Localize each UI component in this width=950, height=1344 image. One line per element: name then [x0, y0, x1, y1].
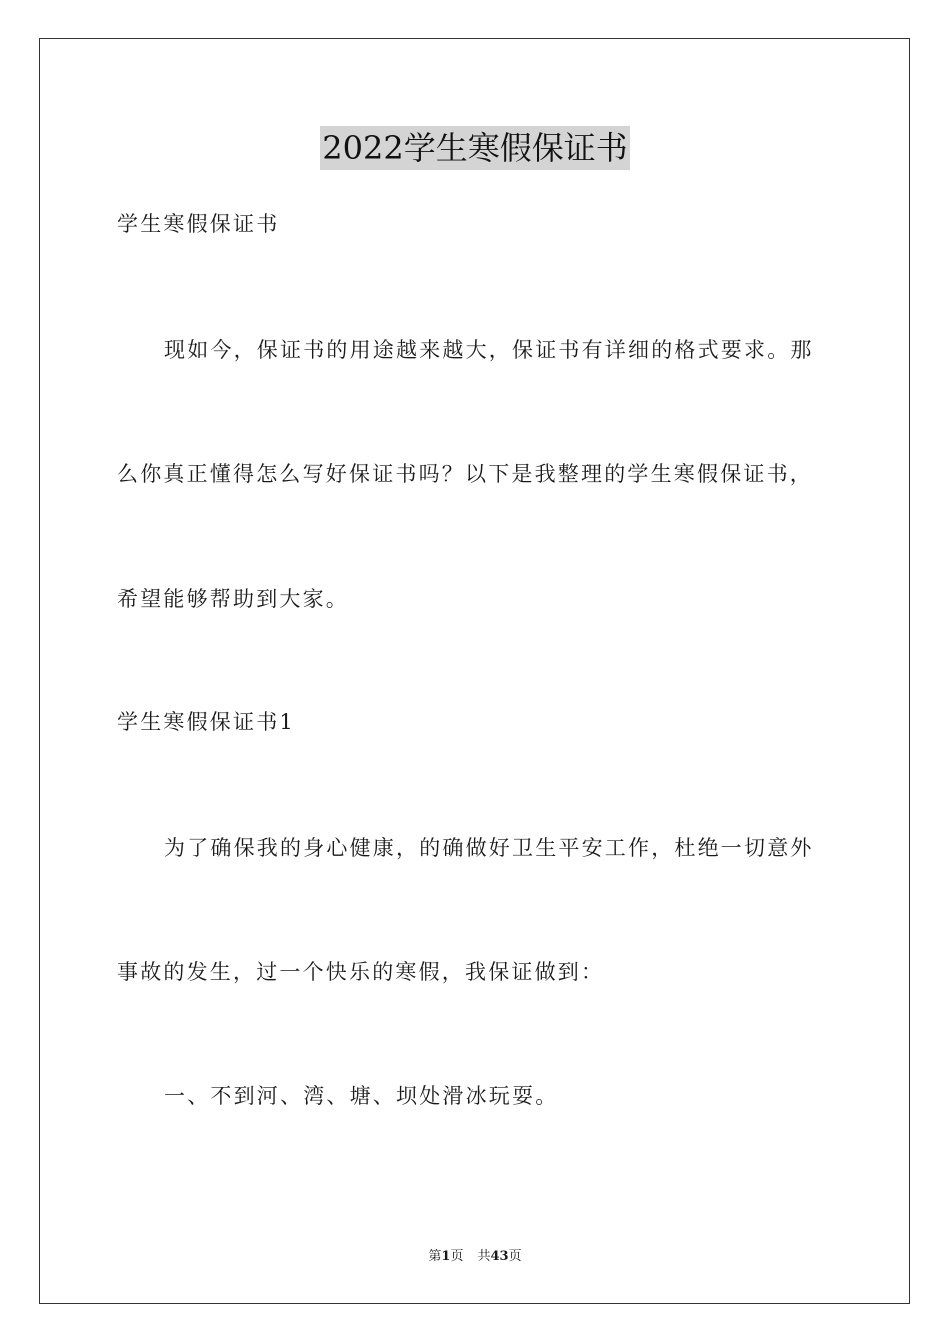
paragraph-line: 事故的发生，过一个快乐的寒假，我保证做到：: [117, 960, 605, 984]
page-footer: [0, 1248, 950, 1266]
paragraph-line: 为了确保我的身心健康，的确做好卫生平安工作，杜绝一切意外: [164, 836, 814, 860]
total-suffix: 页: [508, 1249, 522, 1264]
title-container: [0, 126, 950, 170]
section-heading: 学生寒假保证书1: [117, 710, 295, 734]
subtitle-line: 学生寒假保证书: [117, 212, 280, 236]
total-pages: 43: [490, 1249, 509, 1264]
paragraph-line: 么你真正懂得怎么写好保证书吗？以下是我整理的学生寒假保证书，: [117, 462, 813, 486]
list-item: 一、不到河、湾、塘、坝处滑冰玩耍。: [164, 1084, 559, 1108]
page-number: 1: [441, 1249, 451, 1264]
page-prefix: 第: [428, 1249, 442, 1264]
document-title: 2022学生寒假保证书: [320, 126, 629, 170]
page-suffix: 页: [450, 1249, 464, 1264]
paragraph-line: 希望能够帮助到大家。: [117, 587, 349, 611]
total-prefix: 共: [477, 1249, 491, 1264]
paragraph-line: 现如今，保证书的用途越来越大，保证书有详细的格式要求。那: [164, 338, 814, 362]
